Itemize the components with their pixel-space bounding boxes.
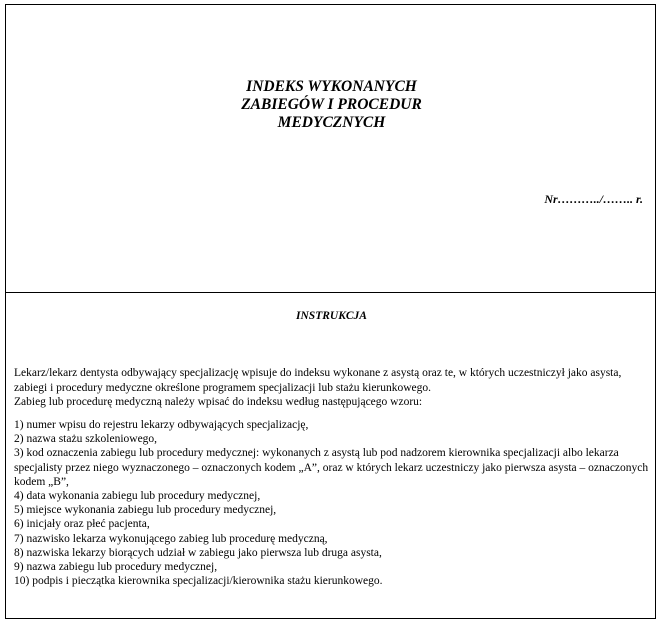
list-item: 9) nazwa zabiegu lub procedury medycznej, [14, 561, 218, 574]
list-item: 1) numer wpisu do rejestru lekarzy odbywających specjalizację, [14, 419, 309, 431]
list-item: 10) podpis i pieczątka kierownika specjalizacji/kierownika stażu kierunkowego. [14, 575, 383, 588]
instructions-list [14, 418, 650, 588]
document-number-line: Nr………../…….. r. [544, 192, 643, 206]
list-item: 8) nazwiska lekarzy biorących udział w zabiegu jako pierwsza lub druga asysta, [14, 546, 382, 559]
list-item: 3) kod oznaczenia zabiegu lub procedury medycznej: wykonanych z asystą lub pod nadzorem kierownika specjalizacji albo lekarza specjalisty przez niego wyznaczonego – oznaczonych kodem „A”, oraz w których lekarz uczestniczy jako pierwsza asysta – oznaczonych kodem „B”, [14, 447, 649, 488]
instructions-heading: INSTRUKCJA [296, 310, 367, 322]
list-item: 6) inicjały oraz płeć pacjenta, [14, 518, 150, 531]
intro-paragraph-1: Lekarz/lekarz dentysta odbywający specjalizację wpisuje do indeksu wykonane z asystą oraz te, w których uczestniczył jako asysta, zabiegi i procedury medyczne określone programem specjalizacji lub stażu kierunkowego. [14, 367, 622, 394]
section-divider [5, 292, 656, 293]
list-item: 7) nazwisko lekarza wykonującego zabieg lub procedurę medyczną, [14, 532, 328, 545]
list-item: 5) miejsce wykonania zabiegu lub procedury medycznej, [14, 504, 277, 517]
title-line-1: INDEKS WYKONANYCH [246, 78, 417, 95]
title-line-3: MEDYCZNYCH [277, 114, 386, 131]
title-line-2: ZABIEGÓW I PROCEDUR [241, 96, 422, 113]
list-item: 2) nazwa stażu szkoleniowego, [14, 433, 158, 446]
document-title [0, 78, 663, 132]
list-item: 4) data wykonania zabiegu lub procedury medycznej, [14, 490, 261, 503]
instructions-intro [14, 366, 650, 410]
intro-paragraph-2: Zabieg lub procedurę medyczną należy wpisać do indeksu według następującego wzoru: [14, 396, 423, 408]
